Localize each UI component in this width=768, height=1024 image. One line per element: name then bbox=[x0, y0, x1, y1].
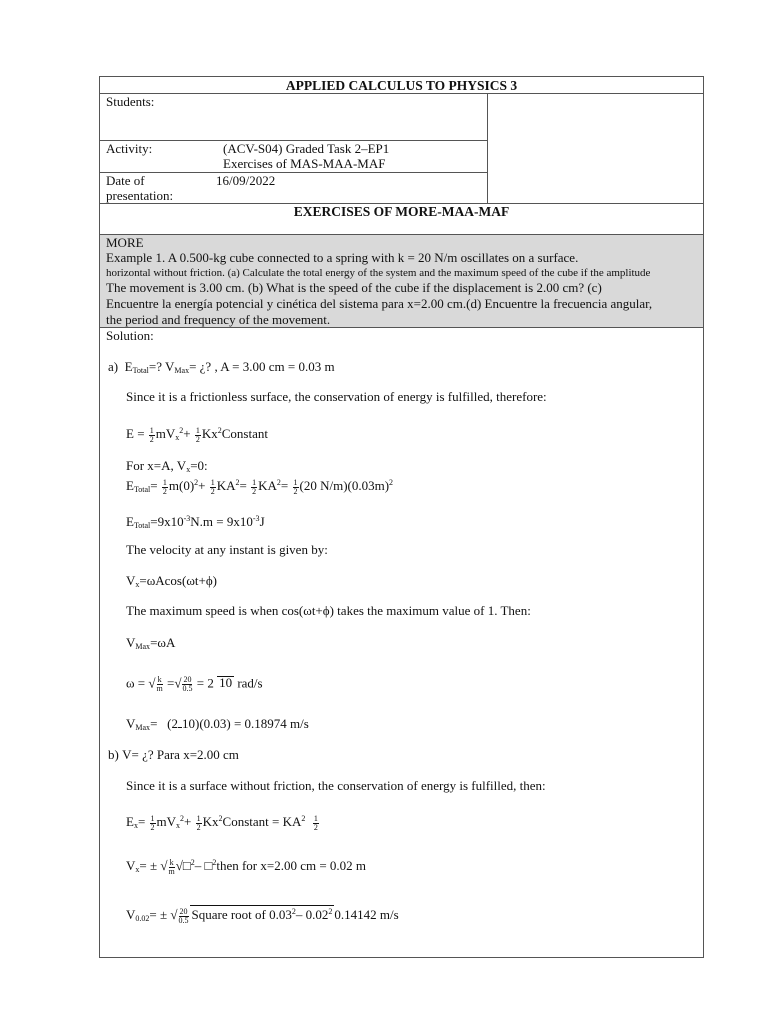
date-value: 16/09/2022 bbox=[216, 173, 276, 188]
omega-result: = 2 bbox=[196, 675, 214, 691]
vx-b-equation-rest: then for x=2.00 cm = 0.02 m bbox=[216, 858, 367, 873]
vmax-equation: $V_{Max}=\omega A$ bbox=[126, 635, 176, 651]
section-title: EXERCISES OF MORE-MAA-MAF bbox=[293, 204, 510, 219]
etotal-value: $E_{Total}=9x10^{-3}N.m = 9x10^{-3}J$ bbox=[126, 514, 265, 530]
problem-line2: horizontal without friction. (a) Calculate the total energy of the system and the maximum speed of the cube if the amplitude bbox=[106, 267, 651, 279]
problem-line4: Encuentre la energía potencial y cinética del sistema para x=2.00 cm.(d) Encuentre la frecuencia angular, bbox=[106, 296, 653, 311]
problem-line3: The movement is 3.00 cm. (b) What is the speed of the cube if the displacement is 2.00 cm? (c) bbox=[106, 280, 602, 295]
energy-equation-rest: Constant bbox=[221, 426, 268, 441]
problem-line5: the period and frequency of the movement. bbox=[106, 312, 331, 327]
activity-value-line1: (ACV-S04) Graded Task 2–EP1 bbox=[223, 141, 390, 156]
part-b-given bbox=[108, 748, 239, 762]
part-a-given-rest2: = ¿? , A = 3.00 cm = 0.03 m bbox=[189, 359, 335, 374]
vx-equation-rest: =ωAcos(ωt+ϕ) bbox=[139, 573, 217, 588]
problem-line1: Example 1. A 0.500-kg cube connected to a spring with k = 20 N/m oscillates on a surface. bbox=[106, 250, 579, 265]
part-b-given-text: V= ¿? Para x=2.00 cm bbox=[122, 747, 239, 762]
activity-label: Activity: bbox=[106, 141, 153, 156]
omega-unit: rad/s bbox=[237, 675, 263, 691]
part-a-given: a) $E_{Total}=$? $V_{Max}=$ ¿? , A = 3.00 cm = 0.03 m bbox=[108, 359, 335, 375]
part-a-text1: Since it is a frictionless surface, the conservation of energy is fulfilled, therefore: bbox=[126, 389, 547, 404]
etotal-value-part3: J bbox=[259, 514, 265, 529]
vx-b-equation: $V_x=$ ± √ $\frac{k}{m}$ √□$^2$– □$^2$then for x=2.00 cm = 0.02 m bbox=[126, 857, 367, 876]
for-x-equals-a: For x=A, $V_x=0$: bbox=[126, 458, 208, 474]
vmax-result: $V_{Max}= (2$ 10)(0.03) = 0.18974 m/s bbox=[126, 716, 309, 732]
rule-activity bbox=[100, 172, 487, 173]
v002-equation: $V_{0.02}=$ ± √ $\frac{20}{0.5}$ Square root of 0.03$^2$– 0.02$^2$ 0.14142 m/s bbox=[126, 906, 399, 925]
vx-equation: $V_x=\omega Acos(\omega t+\phi)$ bbox=[126, 573, 217, 589]
date-label-line2: presentation: bbox=[106, 188, 174, 203]
for-x-equals-a-rest: =0: bbox=[190, 458, 208, 473]
v002-equation-part1: Square root of 0.03 bbox=[191, 907, 292, 922]
solution-label: Solution: bbox=[106, 328, 154, 343]
omega-equation: ω = √ $\frac{k}{m}$ =√ $\frac{20}{0.5}$ = 2 10 rad/s bbox=[126, 675, 263, 693]
rule-title bbox=[100, 93, 703, 94]
v002-equation-part3: 0.14142 m/s bbox=[334, 907, 399, 922]
rule-problem bbox=[100, 327, 703, 328]
velocity-text: The velocity at any instant is given by: bbox=[126, 542, 328, 557]
part-a-label: a) bbox=[108, 359, 119, 374]
document-title: APPLIED CALCULUS TO PHYSICS 3 bbox=[285, 78, 518, 93]
part-b-label: b) bbox=[108, 747, 119, 762]
vmax-result-text: 10)(0.03) = 0.18974 m/s bbox=[181, 716, 309, 731]
etotal-value-part2: N.m = 9x10 bbox=[190, 514, 253, 529]
students-label: Students: bbox=[106, 94, 155, 109]
rule-right-column bbox=[487, 93, 488, 203]
rule-section bbox=[100, 234, 703, 235]
etotal-value-part1: =9x10 bbox=[150, 514, 184, 529]
part-b-text1: Since it is a surface without friction, the conservation of energy is fulfilled, then: bbox=[126, 778, 546, 793]
max-speed-text: The maximum speed is when cos(ωt+ϕ) takes the maximum value of 1. Then: bbox=[126, 603, 531, 618]
for-x-equals-a-text: For x=A, V bbox=[126, 458, 187, 473]
v002-equation-part2: – 0.02 bbox=[295, 907, 329, 922]
part-a-given-rest: =? V bbox=[148, 359, 175, 374]
ex-equation-rest: Constant = KA bbox=[222, 814, 302, 829]
activity-value-line2: Exercises of MAS-MAA-MAF bbox=[223, 156, 386, 171]
ex-equation: $E_x=$ $\frac{1}{2}$ $mV_x^2+$ $\frac{1}{2}$ $Kx^2Constant = KA^2$ $\frac{1}{2}$ bbox=[126, 813, 318, 832]
date-label-line1: Date of bbox=[106, 173, 145, 188]
etotal-expansion: $E_{Total}=$ $\frac{1}{2}$ $m(0)^2+$ $\frac{1}{2}$ $KA^2=$ $\frac{1}{2}$ $KA^2=$ $\frac{1}{2}$ (20 $N/m)(0.03m)^2$ bbox=[126, 477, 394, 496]
problem-heading: MORE bbox=[106, 235, 144, 250]
vmax-equation-rest: =ωA bbox=[150, 635, 176, 650]
energy-equation: E = $\frac{1}{2}$ $mV_x^2+$ $\frac{1}{2}$ Kx$^2$Constant bbox=[126, 425, 268, 444]
